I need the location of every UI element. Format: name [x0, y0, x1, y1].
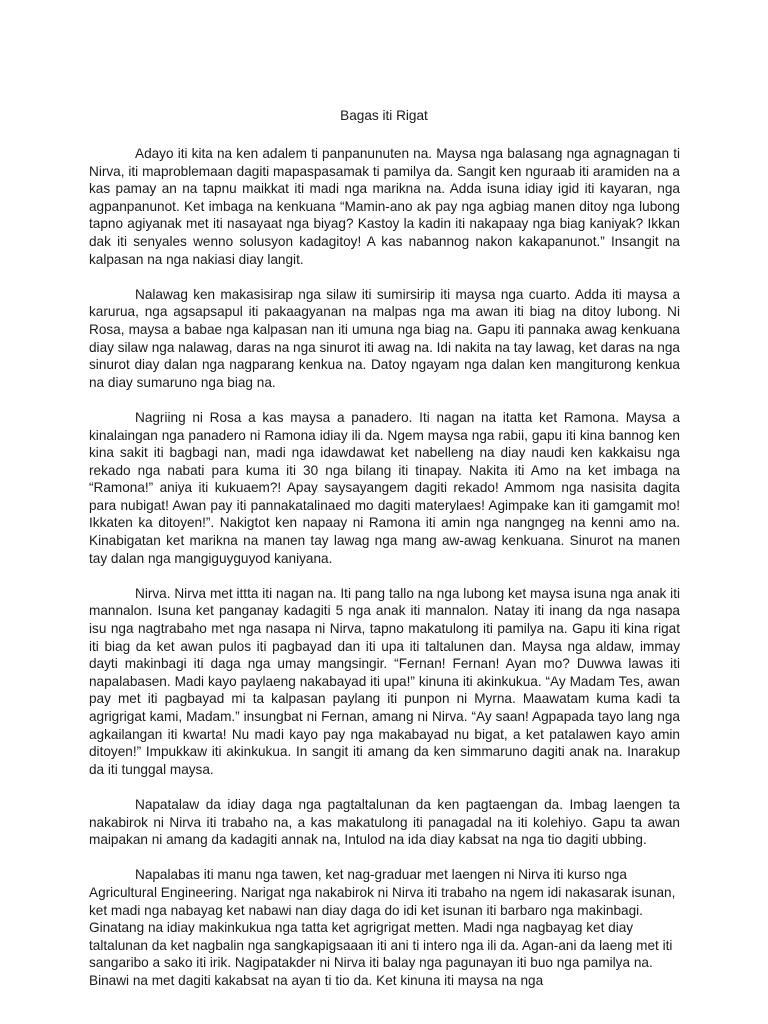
paragraph-3: Nagriing ni Rosa a kas maysa a panadero. Iti nagan na itatta ket Ramona. Maysa a kinalaingan nga panadero ni Ramona idiay ili da. Ngem maysa nga rabii, gapu iti kina bannog ken kina sakit iti bagbagi nan, madi nga idawdawat ket nabelleng na diay naudi ken kakkaisu nga rekado nga nabati para kuma iti 30 nga bilang iti tinapay. Nakita iti Amo na ket imbaga na “Ramona!” aniya iti kukuaem?! Apay saysayangem dagiti rekado! Ammom nga nasisita dagita para nubigat! Awan pay iti pannakatalinaed mo dagiti materylaes! Agimpake kan iti gamgamit mo! Ikkaten ka ditoyen!”. Nakigtot ken napaay ni Ramona iti amin nga nangngeg na kenni amo na. Kinabigatan ket marikna na manen tay lawag nga mang aw-awag kenkuana. Sinurot na manen tay dalan nga mangiguyguyod kaniyana. [89, 409, 680, 566]
paragraph-5: Napatalaw da idiay daga nga pagtaltalunan da ken pagtaengan da. Imbag laengen ta nakabirok ni Nirva iti trabaho na, a kas makatulong iti panagadal na iti kolehiyo. Gapu ta awan maipakan ni amang da kadagiti annak na, Intulod na ida diay kabsat na nga tio dagiti ubbing. [89, 796, 680, 848]
paragraph-4: Nirva. Nirva met ittta iti nagan na. Iti pang tallo na nga lubong ket maysa isuna nga anak iti mannalon. Isuna ket panganay kadagiti 5 nga anak iti mannalon. Natay iti inang da nga nasapa isu nga nagtrabaho met nga nasapa ni Nirva, tapno makatulong iti pamilya na. Gapu iti kina rigat iti biag da ket awan pulos iti pagbayad dan iti upa iti taltalunen dan. Maysa nga aldaw, immay dayti makinbagi iti daga nga umay mangsingir. “Fernan! Fernan! Ayan mo? Duwwa lawas iti napalabasen. Madi kayo paylaeng nakabayad iti upa!” kinuna iti akinkukua. “Ay Madam Tes, awan pay met iti pagbayad mi ta kalpasan paylang iti punpon ni Myrna. Maawatam kuma kadi ta agrigrigat kami, Madam.” insungbat ni Fernan, amang ni Nirva. “Ay saan! Agpapada tayo lang nga agkailangan iti kwarta! Nu madi kayo pay nga makabayad nu bigat, a ket patalawen kayo amin ditoyen!” Impukkaw iti akinkukua. In sangit iti amang da ken simmaruno dagiti anak na. Inarakup da iti tunggal maysa. [89, 585, 680, 777]
document-body [89, 145, 680, 990]
paragraph-1: Adayo iti kita na ken adalem ti panpanunuten na. Maysa nga balasang nga agnagnagan ti Nirva, iti maproblemaan dagiti mapaspasamak ti pamilya da. Sangit ken nguraab iti aramiden na a kas pamay an na tapnu maikkat iti madi nga marikna na. Adda isuna idiay igid iti kayaran, nga agpanpanunot. Ket imbaga na kenkuana “Mamin-ano ak pay nga agbiag manen ditoy nga lubong tapno agiyanak met iti nasayaat nga biyag? Kastoy la kadin iti nakapaay nga biag kaniyak? Ikkan dak iti senyales wenno solusyon kadagitoy! A kas nabannog nakon kakapanunot.” Insangit na kalpasan na nga nakiasi diay langit. [89, 146, 680, 267]
paragraph-2: Nalawag ken makasisirap nga silaw iti sumirsirip iti maysa nga cuarto. Adda iti maysa a karurua, nga agsapsapul iti pakaagyanan na malpas nga ma awan iti biag na ditoy lubong. Ni Rosa, maysa a babae nga kalpasan nan iti umuna nga biag na. Gapu iti pannaka awag kenkuana diay silaw nga nalawag, daras na nga sinurot iti awag na. Idi nakita na tay lawag, ket daras na nga sinurot diay dalan nga nagparang kenkua na. Datoy ngayam nga dalan ken mangiturong kenkua na diay sumaruno nga biag na. [89, 286, 680, 390]
document-title: Bagas iti Rigat [340, 108, 428, 123]
paragraph-6: Napalabas iti manu nga tawen, ket nag-graduar met laengen ni Nirva iti kurso nga Agricultural Engineering. Narigat nga nakabirok ni Nirva iti trabaho na ngem idi nakasarak isunan, ket madi nga nabayag ket nabawi nan diay daga do idi ket isunan iti barbaro nga makinbagi. Ginatang na idiay makinkukua nga tatta ket agrigrigat metten. Madi nga nagbayag ket diay taltalunan da ket nagbalin nga sangkapigsaaan iti ani ti intero nga ili da. Agan-ani da laeng met iti sangaribo a sako iti irik. Nagipatakder ni Nirva iti balay nga pagunayan iti buo nga pamilya na. Binawi na met dagiti kakabsat na ayan ti tio da. Ket kinuna iti maysa na nga [89, 867, 676, 988]
